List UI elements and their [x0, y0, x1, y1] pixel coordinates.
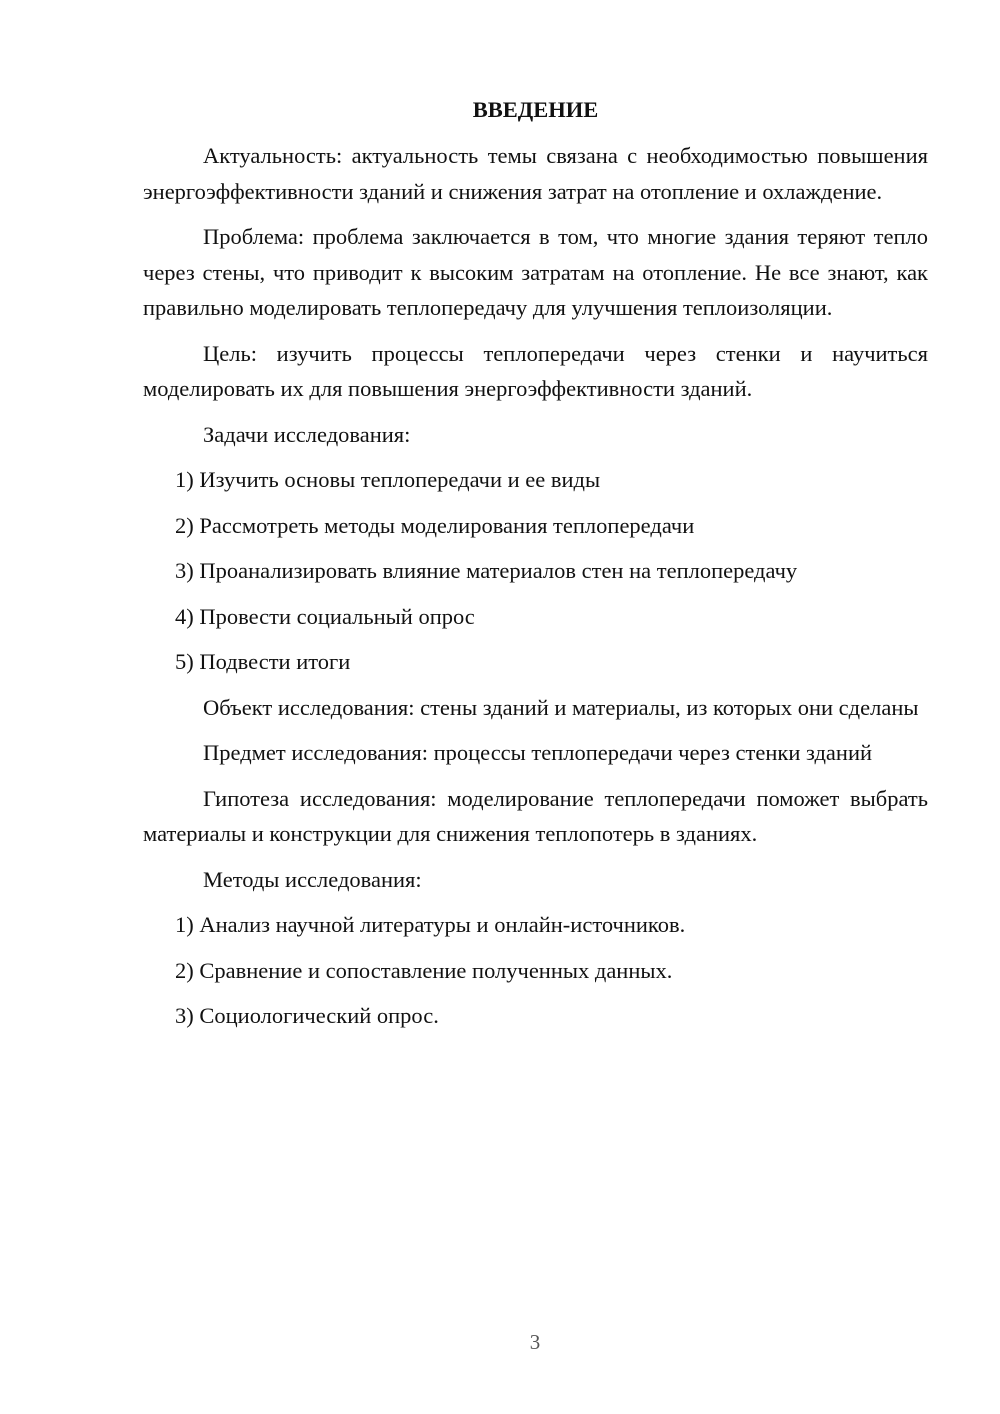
- task-item: 3) Проанализировать влияние материалов стен на теплопередачу: [175, 558, 798, 583]
- relevance-paragraph: Актуальность: актуальность темы связана с необходимостью повышения энергоэффективности зданий и снижения затрат на отопление и охлаждение.: [143, 143, 928, 204]
- page-number: 3: [529, 1330, 541, 1354]
- task-item: 2) Рассмотреть методы моделирования теплопередачи: [175, 512, 695, 538]
- method-item: 1) Анализ научной литературы и онлайн-источников.: [175, 912, 686, 937]
- method-item: 2) Сравнение и сопоставление полученных данных.: [175, 957, 673, 983]
- methods-title: Методы исследования:: [203, 866, 422, 892]
- hypothesis-paragraph: Гипотеза исследования: моделирование теплопередачи поможет выбрать материалы и конструкции для снижения теплопотерь в зданиях.: [143, 785, 928, 846]
- task-item: 1) Изучить основы теплопередачи и ее виды: [175, 467, 601, 492]
- object-paragraph: Объект исследования: стены зданий и материалы, из которых они сделаны: [203, 694, 919, 720]
- task-item: 5) Подвести итоги: [175, 649, 351, 674]
- tasks-title: Задачи исследования:: [203, 421, 411, 447]
- document-page: [143, 92, 928, 1044]
- method-item: 3) Социологический опрос.: [175, 1003, 439, 1028]
- subject-paragraph: Предмет исследования: процессы теплопередачи через стенки зданий: [203, 740, 873, 765]
- problem-paragraph: Проблема: проблема заключается в том, что многие здания теряют тепло через стены, что приводит к высоким затратам на отопление. Не все знают, как правильно моделировать теплопередачу для улучшения теплоизоляции.: [143, 224, 928, 320]
- goal-paragraph: Цель: изучить процессы теплопередачи через стенки и научиться моделировать их для повышения энергоэффективности зданий.: [143, 340, 928, 401]
- task-item: 4) Провести социальный опрос: [175, 603, 475, 629]
- section-heading: ВВЕДЕНИЕ: [472, 97, 599, 122]
